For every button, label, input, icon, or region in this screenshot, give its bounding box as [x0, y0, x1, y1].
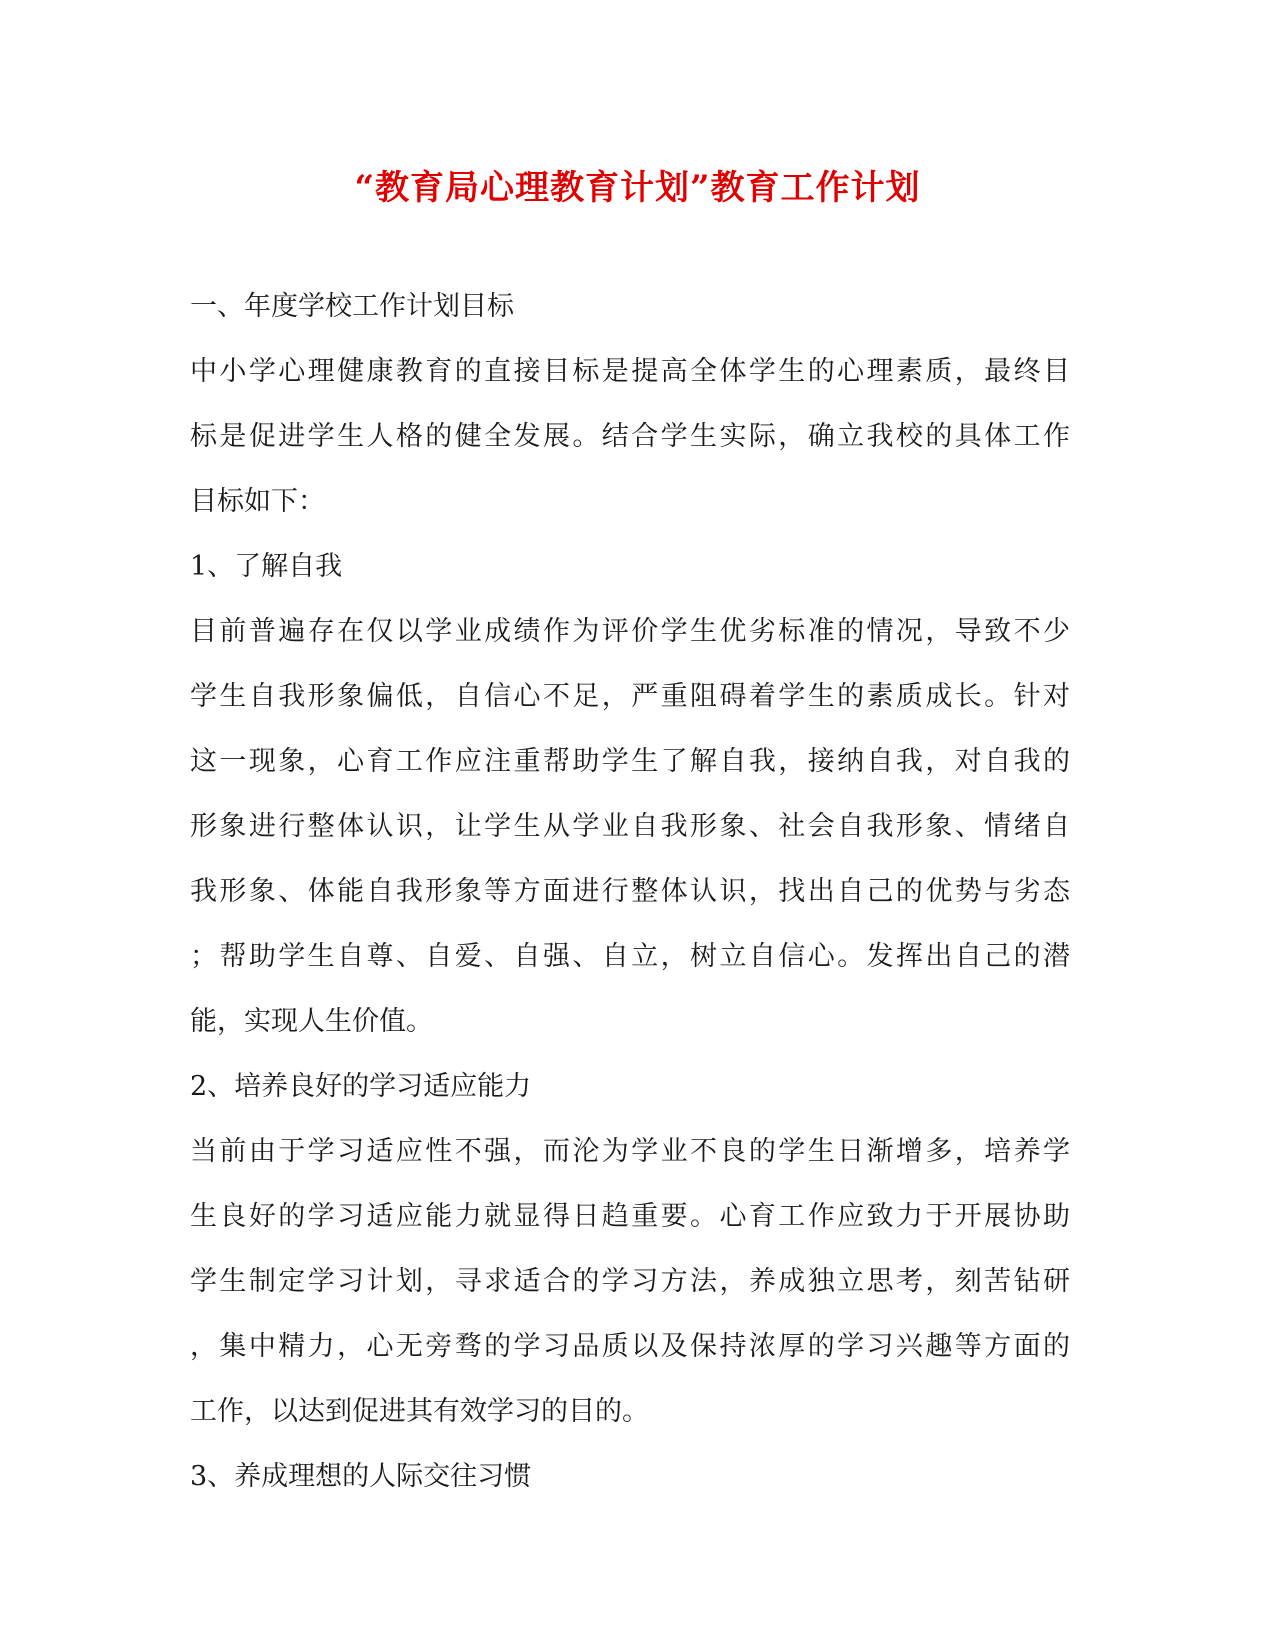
paragraph-line: 能，实现人生价值。	[190, 1006, 433, 1037]
subsection-heading: 3、养成理想的人际交往习惯	[190, 1461, 532, 1492]
document-title: “教育局心理教育计划”教育工作计划	[354, 168, 921, 208]
paragraph-line: 生良好的学习适应能力就显得日趋重要。心育工作应致力于开展协助	[190, 1201, 1070, 1232]
paragraph-line: ，集中精力，心无旁骛的学习品质以及保持浓厚的学习兴趣等方面的	[190, 1331, 1070, 1362]
paragraph-line: ；帮助学生自尊、自爱、自强、自立，树立自信心。发挥出自己的潜	[190, 941, 1070, 972]
subsection-heading: 2、培养良好的学习适应能力	[190, 1071, 532, 1102]
paragraph-line: 学生自我形象偏低，自信心不足，严重阻碍着学生的素质成长。针对	[190, 681, 1070, 712]
paragraph-line: 我形象、体能自我形象等方面进行整体认识，找出自己的优势与劣态	[190, 876, 1070, 907]
document-body	[190, 274, 1070, 1509]
paragraph-line: 学生制定学习计划，寻求适合的学习方法，养成独立思考，刻苦钻研	[190, 1266, 1070, 1297]
paragraph-line: 标是促进学生人格的健全发展。结合学生实际，确立我校的具体工作	[190, 421, 1070, 452]
paragraph-line: 这一现象，心育工作应注重帮助学生了解自我，接纳自我，对自我的	[190, 746, 1070, 777]
paragraph-line: 目前普遍存在仅以学业成绩作为评价学生优劣标准的情况，导致不少	[190, 616, 1070, 647]
paragraph-line: 目标如下：	[190, 486, 325, 517]
paragraph-line: 工作，以达到促进其有效学习的目的。	[190, 1396, 649, 1427]
subsection-heading: 1、了解自我	[190, 551, 343, 582]
paragraph-line: 形象进行整体认识，让学生从学业自我形象、社会自我形象、情绪自	[190, 811, 1070, 842]
section-heading: 一、年度学校工作计划目标	[190, 291, 514, 322]
paragraph-line: 中小学心理健康教育的直接目标是提高全体学生的心理素质，最终目	[190, 356, 1070, 387]
paragraph-line: 当前由于学习适应性不强，而沦为学业不良的学生日渐增多，培养学	[190, 1136, 1070, 1167]
